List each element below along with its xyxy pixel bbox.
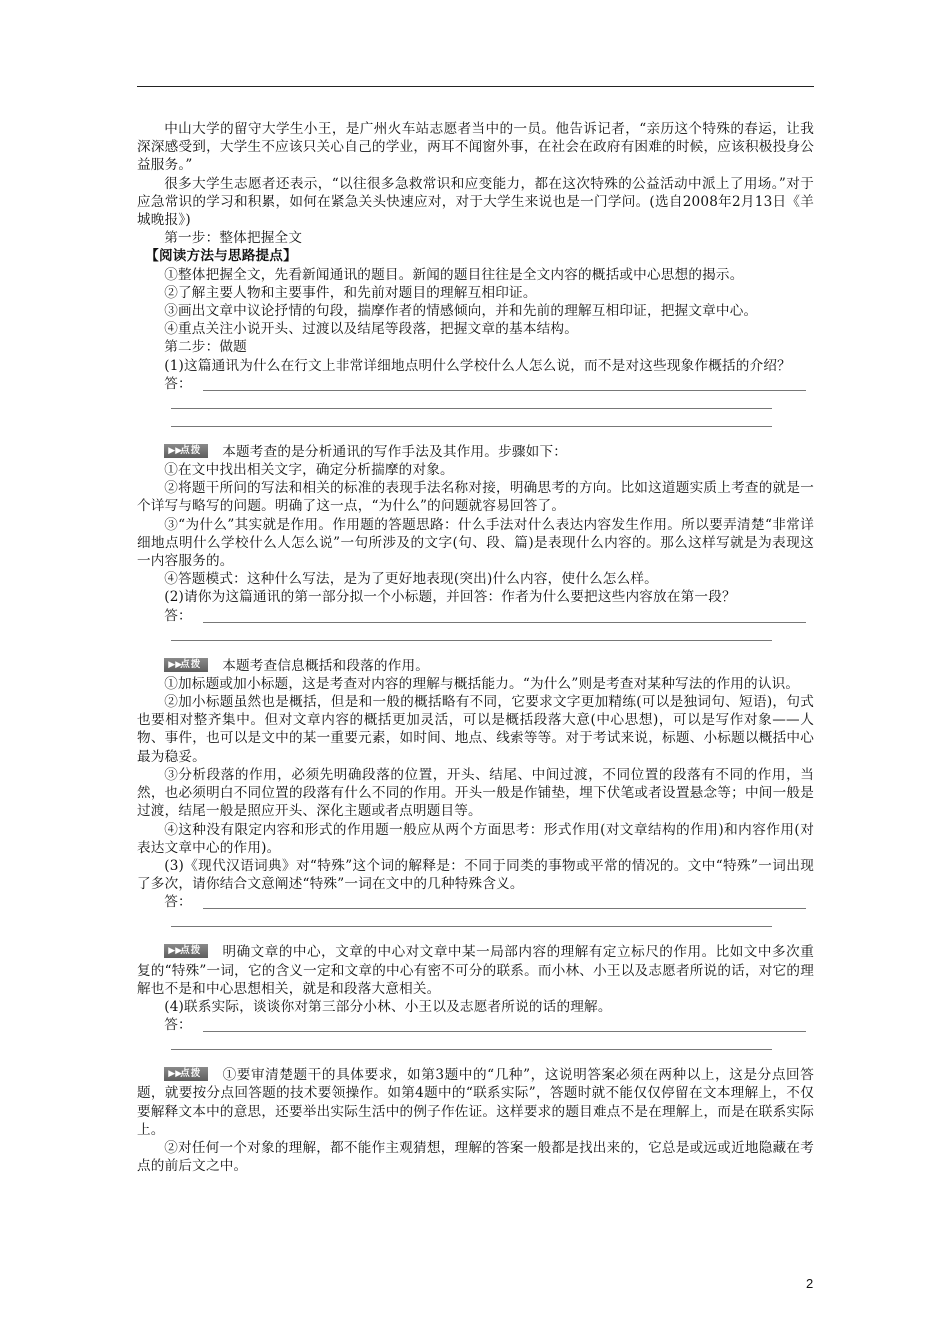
answer-line: [171, 408, 772, 409]
method-item-4: ④重点关注小说开头、过渡以及结尾等段落，把握文章的基本结构。: [164, 321, 578, 338]
intro-paragraph-2: 很多大学生志愿者还表示，“以往很多急救常识和应变能力，都在这次特殊的公益活动中派上了用场。”对于应急常识的学习和积累，如何在紧急关头快速应对，对于大学生来说也是一门学问。(选自2008年2月13日《羊城晚报》): [137, 175, 814, 229]
answer-line: [171, 426, 772, 427]
tip-block-1: [137, 443, 814, 589]
answer-label: 答：: [164, 894, 192, 911]
answer-line: [171, 926, 772, 927]
question-1: (1)这篇通讯为什么在行文上非常详细地点明什么学校什么人怎么说，而不是对这些现象作概括的介绍？: [164, 357, 791, 374]
step1-title: 第一步：整体把握全文: [164, 230, 303, 247]
method-item-2: ②了解主要人物和主要事件，和先前对题目的理解互相印证。: [164, 284, 537, 301]
method-item-3: ③画出文章中议论抒情的句段，揣摩作者的情感倾向，并和先前的理解互相印证，把握文章中心。: [164, 303, 758, 320]
tip-item: ③“为什么”其实就是作用。作用题的答题思路：什么手法对什么表达内容发生作用。所以要弄清楚“非常详细地点明什么学校什么人怎么说”一句所涉及的文字(句、段、篇)是表现什么内容的。那么这样写就是为表现这一内容服务的。: [137, 516, 814, 570]
intro-paragraph-1: 中山大学的留守大学生小王，是广州火车站志愿者当中的一员。他告诉记者，“亲历这个特殊的春运，让我深深感受到，大学生不应该只关心自己的学业，两耳不闻窗外事，在社会在政府有困难的时候，应该积极投身公益服务。”: [137, 121, 814, 174]
tip-badge: ▶▶ 点拨: [164, 944, 208, 958]
question-4: (4)联系实际，谈谈你对第三部分小林、小王以及志愿者所说的话的理解。: [164, 998, 612, 1015]
answer-area-4[interactable]: [137, 1016, 814, 1054]
answer-label: 答：: [164, 375, 192, 392]
answer-line: [203, 622, 806, 623]
double-arrow-icon: ▶▶: [168, 1069, 183, 1080]
tip-text: 明确文章的中心，文章的中心对文章中某一局部内容的理解有定立标尺的作用。比如文中多次重复的“特殊”一词，它的含义一定和文章的中心有密不可分的联系。而小林、小王以及志愿者所说的话，对它的理解也不是和中心思想相关，就是和段落大意相关。: [137, 944, 814, 997]
tip-text: ①要审清楚题干的具体要求，如第3题中的“几种”，这说明答案必须在两种以上，这是分点回答题，就要按分点回答题的技术要领操作。如第4题中的“联系实际”，答题时就不能仅仅停留在文本理解上，不仅要解释文本中的意思，还要举出实际生活中的例子作佐证。这样要求的题目难点不是在理解上，而是在联系实际上。: [137, 1067, 814, 1138]
answer-line: [203, 390, 806, 391]
tip-item: ①在文中找出相关文字，确定分析揣摩的对象。: [164, 462, 454, 479]
tip-item: ②加小标题虽然也是概括，但是和一般的概括略有不同，它要求文字更加精练(可以是独词句、短语)，句式也要相对整齐集中。但对文章内容的概括更加灵活，可以是概括段落大意(中心思想)，可以是写作对象——人物、事件，也可以是文中的某一重要元素，如时间、地点、线索等等。对于考试来说，标题、小标题以概括中心最为稳妥。: [137, 694, 815, 765]
answer-area-3[interactable]: [137, 893, 814, 931]
answer-line: [203, 908, 806, 909]
tip-item: ①加标题或加小标题，这是考查对内容的理解与概括能力。“为什么”则是考查对某种写法的作用的认识。: [164, 675, 800, 692]
question-2: (2)请你为这篇通讯的第一部分拟一个小标题，并回答：作者为什么要把这些内容放在第一段？: [164, 589, 736, 606]
answer-label: 答：: [164, 607, 192, 624]
method-item-1: ①整体把握全文，先看新闻通讯的题目。新闻的题目往往是全文内容的概括或中心思想的揭示。: [164, 266, 744, 283]
tip-item: ③分析段落的作用，必须先明确段落的位置，开头、结尾、中间过渡，不同位置的段落有不同的作用，当然，也必须明白不同位置的段落有什么不同的作用。开头一般是作铺垫，埋下伏笔或者设置悬念等；中间一般是过渡，结尾一般是照应开头、深化主题或者点明题目等。: [137, 766, 814, 820]
answer-line: [203, 1031, 806, 1032]
answer-line: [171, 1049, 772, 1050]
page-number: 2: [806, 1276, 814, 1291]
double-arrow-icon: ▶▶: [168, 445, 183, 456]
double-arrow-icon: ▶▶: [168, 659, 183, 670]
answer-label: 答：: [164, 1017, 192, 1034]
header-rule: [137, 86, 814, 87]
tip-block-2: [137, 657, 814, 857]
reading-method-heading: 【阅读方法与思路提点】: [145, 248, 297, 265]
tip-badge: ▶▶ 点拨: [164, 1067, 208, 1081]
tip-item: ④这种没有限定内容和形式的作用题一般应从两个方面思考：形式作用(对文章结构的作用)和内容作用(对表达文章中心的作用)。: [137, 821, 814, 856]
tip-badge: ▶▶ 点拨: [164, 658, 208, 672]
answer-area-2[interactable]: [137, 607, 814, 645]
answer-line: [171, 640, 772, 641]
double-arrow-icon: ▶▶: [168, 946, 183, 957]
step2-title: 第二步：做题: [164, 339, 247, 356]
question-3: (3)《现代汉语词典》对“特殊”这个词的解释是：不同于同类的事物或平常的情况的。文中“特殊”一词出现了多次，请你结合文意阐述“特殊”一词在文中的几种特殊含义。: [137, 857, 814, 893]
tip-item: ②将题干所问的写法和相关的标准的表现手法名称对接，明确思考的方向。比如这道题实质上考查的就是一个详写与略写的问题。明确了这一点，“为什么”的问题就容易回答了。: [137, 480, 814, 515]
tip-text: 本题考查的是分析通讯的写作手法及其作用。步骤如下：: [222, 443, 568, 460]
tip-badge: ▶▶ 点拨: [164, 444, 208, 458]
answer-area-1[interactable]: [137, 375, 814, 431]
tip-block-4: [137, 1066, 814, 1175]
page-content: [137, 120, 814, 1175]
tip-item: ④答题模式：这种什么写法，是为了更好地表现(突出)什么内容，使什么怎么样。: [164, 571, 658, 588]
tip-block-3: [137, 943, 814, 998]
tip-text: 本题考查信息概括和段落的作用。: [222, 657, 430, 674]
tip-item: ②对任何一个对象的理解，都不能作主观猜想，理解的答案一般都是找出来的，它总是或远或近地隐藏在考点的前后文之中。: [137, 1139, 814, 1175]
